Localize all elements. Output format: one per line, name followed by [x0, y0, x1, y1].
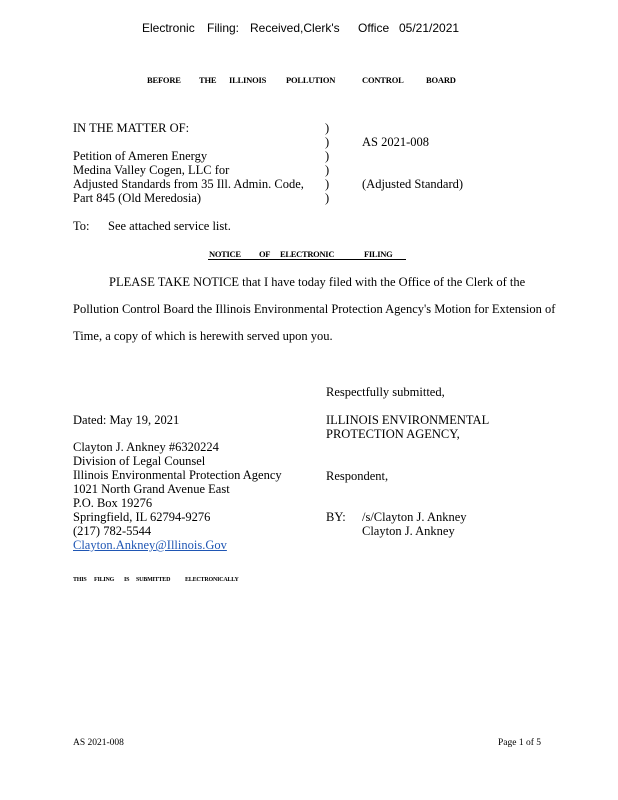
- in-the-matter: IN THE MATTER OF:: [73, 121, 190, 135]
- contact-line: Illinois Environmental Protection Agency: [73, 468, 282, 482]
- note-word: IS: [124, 577, 130, 583]
- board-word: ILLINOIS: [229, 75, 267, 85]
- note-word: SUBMITTED: [136, 577, 171, 583]
- service-list-text: See attached service list.: [108, 219, 231, 233]
- to-label: To:: [73, 219, 90, 233]
- header-word: Electronic: [142, 21, 195, 35]
- notice-word: FILING: [364, 249, 393, 259]
- body-line: PLEASE TAKE NOTICE that I have today filed with the Office of the Clerk of the: [109, 275, 526, 289]
- by-label: BY:: [326, 510, 346, 524]
- note-word: THIS: [73, 577, 87, 583]
- footer-case-number: AS 2021-008: [73, 738, 124, 748]
- header-word: 05/21/2021: [399, 21, 460, 35]
- header-word: Received,Clerk's: [250, 21, 340, 35]
- case-number: AS 2021-008: [362, 135, 430, 149]
- caption-paren: ): [325, 149, 330, 163]
- note-word: FILING: [94, 577, 115, 583]
- agency-name-line: ILLINOIS ENVIRONMENTAL: [326, 413, 490, 427]
- contact-line: 1021 North Grand Avenue East: [73, 482, 230, 496]
- email-link[interactable]: Clayton.Ankney@Illinois.Gov: [73, 538, 227, 552]
- header-word: Office: [358, 21, 390, 35]
- case-type: (Adjusted Standard): [362, 177, 464, 191]
- caption-paren: ): [325, 191, 330, 205]
- agency-name-line: PROTECTION AGENCY,: [326, 427, 460, 441]
- board-word: CONTROL: [362, 75, 404, 85]
- body-line: Pollution Control Board the Illinois Environmental Protection Agency's Motion for Extension of: [73, 302, 556, 316]
- contact-line: Division of Legal Counsel: [73, 454, 206, 468]
- note-word: ELECTRONICALLY: [185, 577, 239, 583]
- contact-line: Clayton J. Ankney #6320224: [73, 440, 219, 454]
- dated-line: Dated: May 19, 2021: [73, 413, 180, 427]
- notice-word: ELECTRONIC: [280, 249, 335, 259]
- board-word: POLLUTION: [286, 75, 336, 85]
- caption-paren: ): [325, 135, 330, 149]
- petition-line: Medina Valley Cogen, LLC for: [73, 163, 230, 177]
- notice-underline: [208, 259, 406, 260]
- notice-word: NOTICE: [209, 249, 241, 259]
- signer-name: Clayton J. Ankney: [362, 524, 455, 538]
- petition-line: Part 845 (Old Meredosia): [73, 191, 202, 205]
- footer-page-number: Page 1 of 5: [498, 738, 542, 748]
- body-line: Time, a copy of which is herewith served upon you.: [73, 329, 333, 343]
- board-word: BOARD: [426, 75, 456, 85]
- board-word: THE: [199, 75, 217, 85]
- electronic-signature: /s/Clayton J. Ankney: [362, 510, 467, 524]
- notice-word: OF: [259, 249, 271, 259]
- caption-paren: ): [325, 121, 330, 135]
- respectfully-submitted: Respectfully submitted,: [326, 385, 445, 399]
- caption-paren: ): [325, 163, 330, 177]
- contact-line: (217) 782-5544: [73, 524, 152, 538]
- respondent-label: Respondent,: [326, 469, 389, 483]
- caption-paren: ): [325, 177, 330, 191]
- header-word: Filing:: [207, 21, 240, 35]
- board-word: BEFORE: [147, 75, 181, 85]
- contact-line: P.O. Box 19276: [73, 496, 153, 510]
- petition-line: Petition of Ameren Energy: [73, 149, 208, 163]
- contact-line: Springfield, IL 62794-9276: [73, 510, 211, 524]
- petition-line: Adjusted Standards from 35 Ill. Admin. Code,: [73, 177, 304, 191]
